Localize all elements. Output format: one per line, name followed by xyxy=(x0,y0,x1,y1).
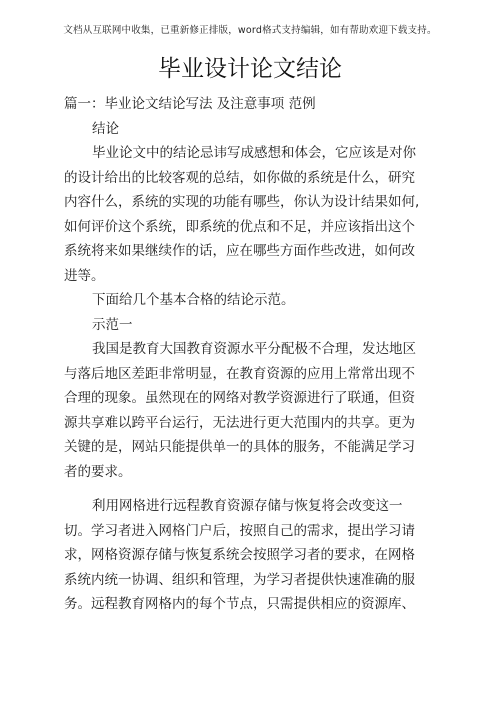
examples-intro: 下面给几个基本合格的结论示范。 xyxy=(92,292,295,308)
paragraph-line: 我国是教育大国教育资源水平分配极不合理，发达地区 xyxy=(92,341,416,357)
paragraph-line: 源共享难以跨平台运行，无法进行更大范围内的共享。更为 xyxy=(64,414,415,431)
header-note: 文档从互联网中收集，已重新修正排版，word格式支持编辑，如有帮助欢迎下载支持。 xyxy=(63,25,437,36)
paragraph-line: 切。学习者进入网格门户后，按照自己的需求，提出学习请 xyxy=(64,522,415,539)
paragraph-line: 求，网格资源存储与恢复系统会按照学习者的要求，在网格 xyxy=(64,547,415,563)
paragraph-gap xyxy=(64,484,414,494)
section-heading: 结论 xyxy=(92,120,119,137)
paragraph-2 xyxy=(64,337,414,484)
paragraph-line: 内容什么，系统的实现的功能有哪些，你认为设计结果如何, xyxy=(64,194,420,210)
paragraph-line: 者的要求。 xyxy=(64,463,132,480)
paragraph-line: 务。远程教育网格内的每个节点，只需提供相应的资源库、 xyxy=(64,596,415,612)
document-body xyxy=(64,92,420,617)
paragraph-line: 利用网格进行远程教育资源存储与恢复将会改变这一 xyxy=(92,498,403,514)
paragraph-line: 的设计给出的比较客观的总结，如你做的系统是什么，研究 xyxy=(64,169,415,186)
chapter-heading: 篇一：毕业论文结论写法 及注意事项 范例 xyxy=(64,96,316,112)
paragraph-line: 毕业论文中的结论忌讳写成感想和体会，它应该是对你 xyxy=(92,145,416,161)
paragraph-1 xyxy=(64,141,420,288)
paragraph-line: 如何评价这个系统，即系统的优点和不足，并应该指出这个 xyxy=(64,218,415,235)
example-label: 示范一 xyxy=(92,316,133,333)
paragraph-line: 合理的现象。虽然现在的网络对教学资源进行了联通，但资 xyxy=(64,390,415,406)
paragraph-3 xyxy=(64,494,414,617)
paragraph-line: 系统内统一协调、组织和管理，为学习者提供快速准确的服 xyxy=(64,571,415,588)
document-title: 毕业设计论文结论 xyxy=(158,56,342,82)
paragraph-line: 进等。 xyxy=(64,267,105,284)
paragraph-line: 系统将来如果继续作的话，应在哪些方面作些改进，如何改 xyxy=(64,243,415,259)
paragraph-line: 与落后地区差距非常明显，在教育资源的应用上常常出现不 xyxy=(64,365,415,382)
paragraph-line: 关键的是，网站只能提供单一的具体的服务，不能满足学习 xyxy=(64,439,415,455)
